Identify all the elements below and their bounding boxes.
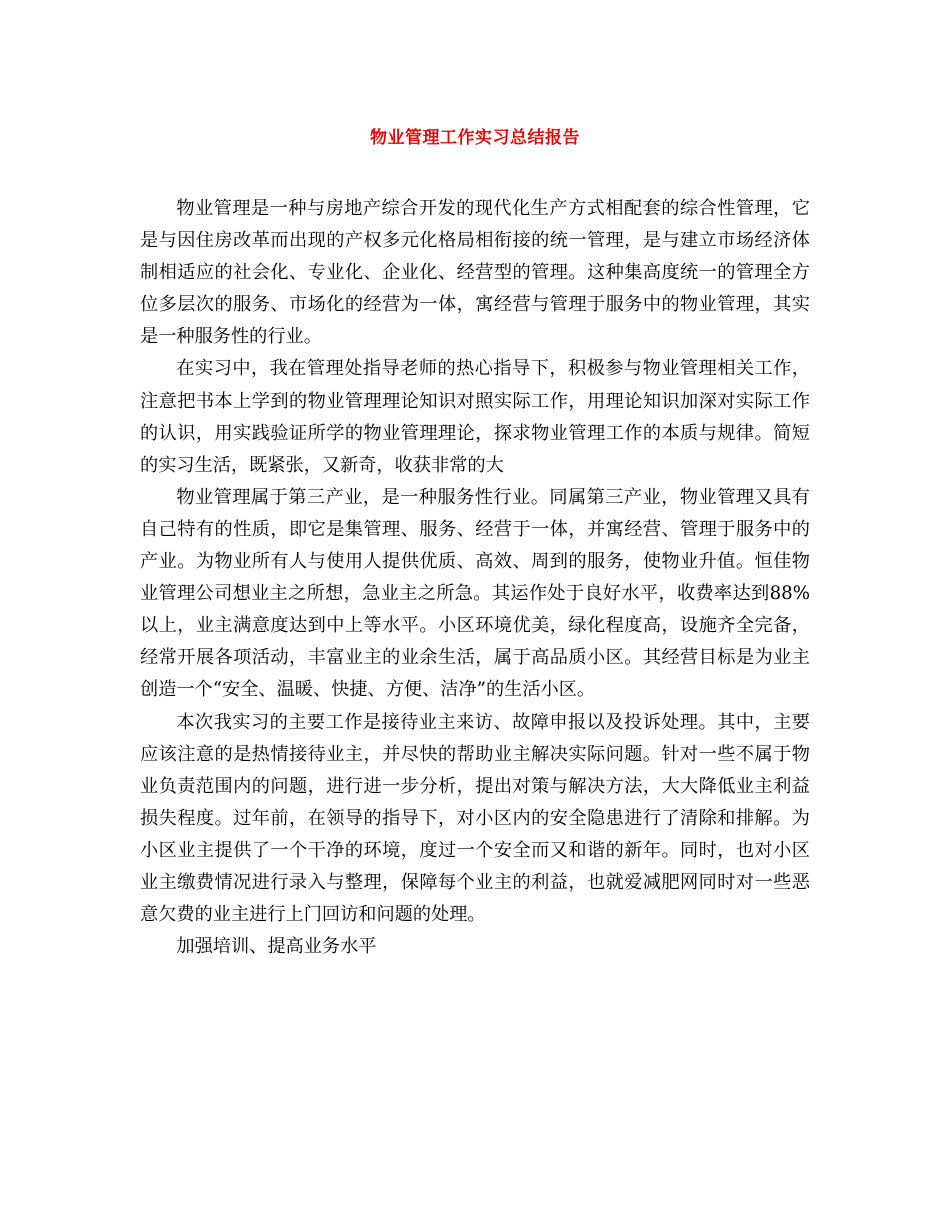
paragraph: 加强培训、提高业务水平 [176,936,377,958]
paragraph: 在实习中，我在管理处指导老师的热心指导下，积极参与物业管理相关工作，注意把书本上学到的物业管理理论知识对照实际工作，用理论知识加深对实际工作的认识，用实践验证所学的物业管理理论，探求物业管理工作的本质与规律。简短的实习生活，既紧张，又新奇，收获非常的大 [140,358,810,476]
paragraph: 物业管理属于第三产业，是一种服务性行业。同属第三产业，物业管理又具有自己特有的性质，即它是集管理、服务、经营于一体，并寓经营、管理于服务中的产业。为物业所有人与使用人提供优质、高效、周到的服务，使物业升值。恒佳物业管理公司想业主之所想，急业主之所急。其运作处于良好水平，收费率达到88%以上，业主满意度达到中上等水平。小区环境优美，绿化程度高，设施齐全完备，经常开展各项活动，丰富业主的业余生活，属于高品质小区。其经营目标是为业主创造一个“安全、温暖、快捷、方便、洁净”的生活小区。 [140,486,810,701]
paragraph: 本次我实习的主要工作是接待业主来访、故障申报以及投诉处理。其中，主要应该注意的是热情接待业主，并尽快的帮助业主解决实际问题。针对一些不属于物业负责范围内的问题，进行进一步分析，提出对策与解决方法，大大降低业主利益损失程度。过年前，在领导的指导下，对小区内的安全隐患进行了清除和排解。为小区业主提供了一个干净的环境，度过一个安全而又和谐的新年。同时，也对小区业主缴费情况进行录入与整理，保障每个业主的利益，也就爱减肥网同时对一些恶意欠费的业主进行上门回访和问题的处理。 [140,711,810,926]
document-title: 物业管理工作实习总结报告 [370,128,580,148]
paragraph: 物业管理是一种与房地产综合开发的现代化生产方式相配套的综合性管理，它是与因住房改革而出现的产权多元化格局相衔接的统一管理，是与建立市场经济体制相适应的社会化、专业化、企业化、经营型的管理。这种集高度统一的管理全方位多层次的服务、市场化的经营为一体，寓经营与管理于服务中的物业管理，其实是一种服务性的行业。 [140,198,810,348]
document-body [140,193,810,963]
